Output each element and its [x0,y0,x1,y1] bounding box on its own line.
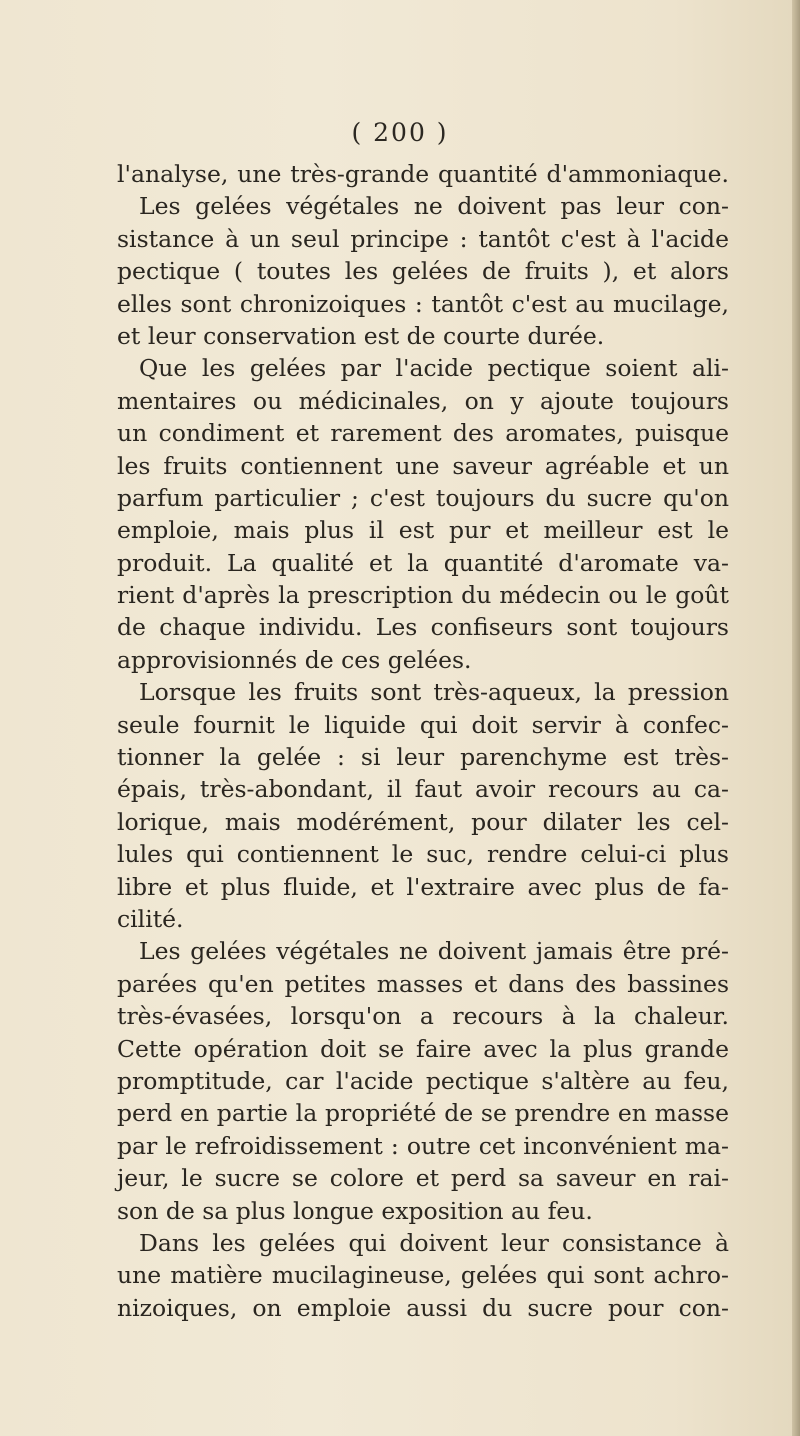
text-line: perd en partie la propriété de se prendre en masse [117,1099,729,1128]
text-line: épais, très-abondant, il faut avoir recours au ca- [117,775,729,804]
text-line: parées qu'en petites masses et dans des bassines [117,969,729,998]
text-line: produit. La qualité et la quantité d'aromate va- [117,548,729,577]
text-line: elles sont chronizoiques : tantôt c'est au mucilage, [117,289,729,318]
text-line: les fruits contiennent une saveur agréable et un [117,451,729,480]
text-line: pectique ( toutes les gelées de fruits ), et alors [117,257,729,286]
text-line: rient d'après la prescription du médecin ou le goût [117,581,729,610]
text-line: une matière mucilagineuse, gelées qui sont achro- [117,1261,729,1290]
text-line: un condiment et rarement des aromates, puisque [117,419,729,448]
text-line: nizoiques, on emploie aussi du sucre pour con- [117,1293,729,1322]
text-line: Les gelées végétales ne doivent pas leur con- [139,192,729,221]
body-text [117,158,729,1324]
text-line: lules qui contiennent le suc, rendre celui-ci plus [117,840,729,869]
text-line: promptitude, car l'acide pectique s'altère au feu, [117,1066,729,1095]
text-line: Lorsque les fruits sont très-aqueux, la pression [139,678,729,707]
text-line: Dans les gelées qui doivent leur consistance à [139,1228,729,1257]
text-line: très-évasées, lorsqu'on a recours à la chaleur. [117,1002,729,1031]
text-line: approvisionnés de ces gelées. [117,645,472,674]
text-line: tionner la gelée : si leur parenchyme est très- [117,743,729,772]
text-line: Cette opération doit se faire avec la plus grande [117,1034,729,1063]
text-line: de chaque individu. Les confiseurs sont toujours [117,613,729,642]
text-line: mentaires ou médicinales, on y ajoute toujours [117,386,729,415]
text-line: seule fournit le liquide qui doit servir à confec- [117,710,729,739]
text-line: Que les gelées par l'acide pectique soient ali- [139,354,729,383]
text-line: parfum particulier ; c'est toujours du sucre qu'on [117,483,729,512]
page-number: ( 200 ) [351,118,449,147]
text-line: Les gelées végétales ne doivent jamais être pré- [139,937,729,966]
text-line: lorique, mais modérément, pour dilater les cel- [117,807,729,836]
page-edge [792,0,800,1436]
text-line: emploie, mais plus il est pur et meilleur est le [117,516,729,545]
text-line: sistance à un seul principe : tantôt c'est à l'acide [117,224,729,253]
text-line: son de sa plus longue exposition au feu. [117,1196,593,1225]
text-line: jeur, le sucre se colore et perd sa saveur en rai- [117,1164,729,1193]
text-line: libre et plus fluide, et l'extraire avec plus de fa- [117,872,729,901]
text-line: et leur conservation est de courte durée. [117,321,605,350]
text-line: cilité. [117,904,184,933]
text-line: par le refroidissement : outre cet inconvénient ma- [117,1131,729,1160]
text-line: l'analyse, une très-grande quantité d'ammoniaque. [117,160,729,188]
